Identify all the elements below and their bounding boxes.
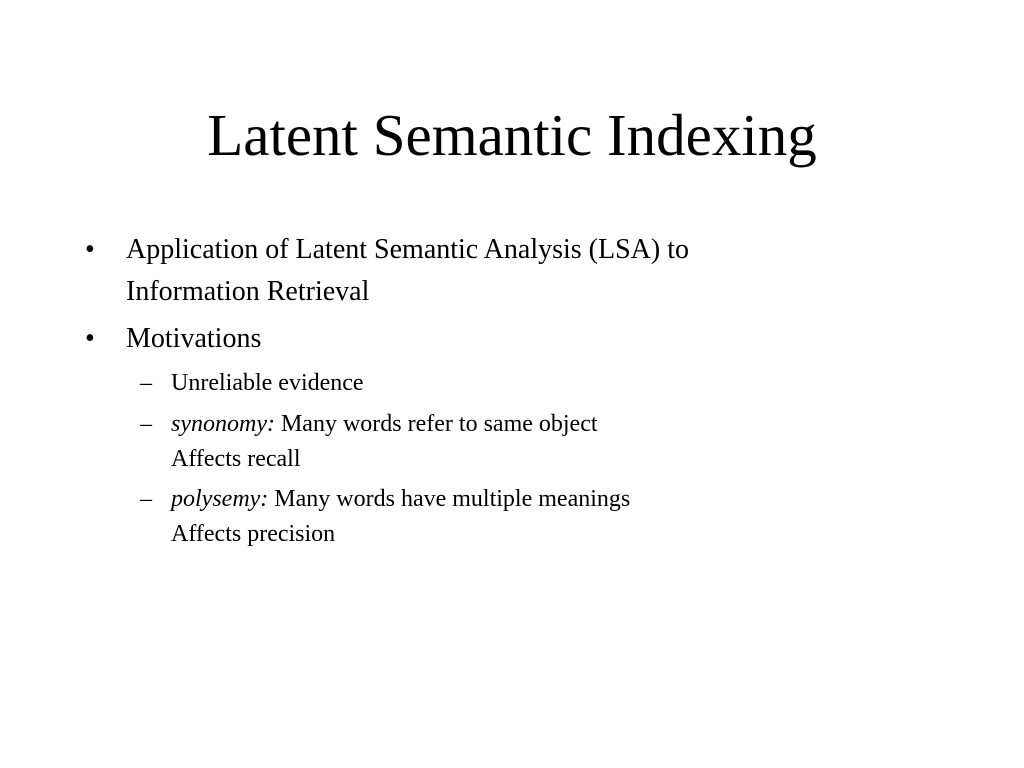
bullet-marker: • <box>85 234 95 265</box>
sub-bullet-line: Affects precision <box>171 521 336 547</box>
dash-marker: – <box>140 411 152 437</box>
sub-bullet-line <box>171 482 871 517</box>
sub-bullet-line <box>171 407 871 442</box>
bullet-text <box>126 229 926 313</box>
slide-title: Latent Semantic Indexing <box>207 102 817 168</box>
bullet-marker: • <box>85 323 95 354</box>
bullet-line: Application of Latent Semantic Analysis (LSA) to <box>126 234 690 265</box>
sub-bullet-text <box>171 407 871 477</box>
term-polysemy: polysemy: <box>171 486 269 512</box>
sub-bullet-text <box>171 482 871 552</box>
sub-bullet-line: Affects recall <box>171 446 301 472</box>
definition-text: Many words refer to same object <box>274 411 598 437</box>
definition-text: Many words have multiple meanings <box>268 486 631 512</box>
sub-bullet-line: Unreliable evidence <box>171 370 364 396</box>
dash-marker: – <box>140 370 152 396</box>
bullet-line: Information Retrieval <box>126 276 370 307</box>
dash-marker: – <box>140 486 152 512</box>
bullet-text: Motivations <box>126 323 262 354</box>
term-synonomy: synonomy: <box>171 411 275 437</box>
sub-bullet-text <box>171 366 871 401</box>
